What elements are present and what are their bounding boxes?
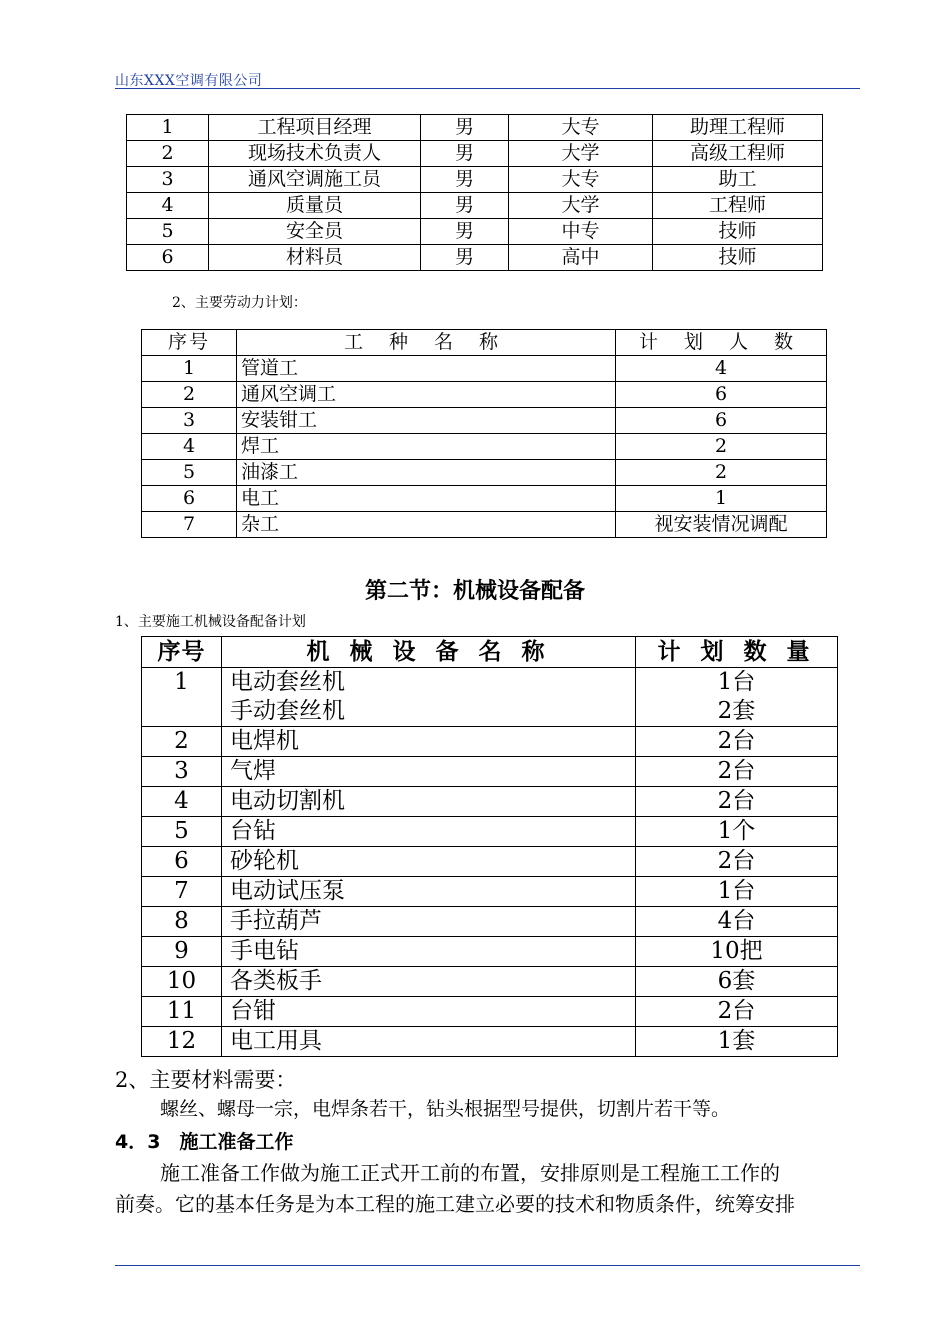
staff-role: 质量员 bbox=[209, 193, 421, 219]
staff-no: 1 bbox=[127, 115, 209, 141]
equip-qty: 1台 bbox=[636, 877, 838, 907]
equip-qty bbox=[636, 668, 838, 727]
equip-no: 10 bbox=[142, 967, 222, 997]
staff-title: 高级工程师 bbox=[653, 141, 823, 167]
table-row bbox=[127, 167, 823, 193]
labor-trade: 管道工 bbox=[237, 356, 616, 382]
equip-name: 电工用具 bbox=[222, 1027, 636, 1057]
table-row bbox=[142, 907, 838, 937]
staff-education: 大专 bbox=[509, 167, 653, 193]
table-row bbox=[142, 757, 838, 787]
table-row bbox=[127, 115, 823, 141]
table-row bbox=[142, 1027, 838, 1057]
equip-no: 3 bbox=[142, 757, 222, 787]
labor-no: 5 bbox=[142, 460, 237, 486]
table-row bbox=[142, 408, 827, 434]
table-row bbox=[142, 937, 838, 967]
equip-name: 手拉葫芦 bbox=[222, 907, 636, 937]
equip-no: 5 bbox=[142, 817, 222, 847]
labor-trade: 焊工 bbox=[237, 434, 616, 460]
staff-education: 大专 bbox=[509, 115, 653, 141]
equip-name: 手电钻 bbox=[222, 937, 636, 967]
equip-no: 9 bbox=[142, 937, 222, 967]
labor-count: 1 bbox=[616, 486, 827, 512]
labor-count: 2 bbox=[616, 434, 827, 460]
equip-no: 6 bbox=[142, 847, 222, 877]
equip-qty: 2台 bbox=[636, 997, 838, 1027]
equip-name: 电动切割机 bbox=[222, 787, 636, 817]
table-header-row bbox=[142, 637, 838, 668]
labor-no: 6 bbox=[142, 486, 237, 512]
equip-no: 12 bbox=[142, 1027, 222, 1057]
table-header-row bbox=[142, 330, 827, 356]
equip-name-line: 手动套丝机 bbox=[230, 698, 345, 724]
table-row bbox=[142, 967, 838, 997]
labor-table bbox=[141, 329, 827, 538]
equip-no: 7 bbox=[142, 877, 222, 907]
table-row bbox=[142, 817, 838, 847]
labor-no: 3 bbox=[142, 408, 237, 434]
staff-title: 技师 bbox=[653, 245, 823, 271]
equip-qty: 2台 bbox=[636, 787, 838, 817]
table-row bbox=[142, 787, 838, 817]
table-row bbox=[127, 245, 823, 271]
table-row bbox=[127, 219, 823, 245]
staff-no: 2 bbox=[127, 141, 209, 167]
staff-title: 助理工程师 bbox=[653, 115, 823, 141]
table-row bbox=[142, 512, 827, 538]
equip-qty: 10把 bbox=[636, 937, 838, 967]
equip-name: 砂轮机 bbox=[222, 847, 636, 877]
staff-gender: 男 bbox=[421, 141, 509, 167]
equip-no: 2 bbox=[142, 727, 222, 757]
equip-name: 台钻 bbox=[222, 817, 636, 847]
equip-no: 8 bbox=[142, 907, 222, 937]
staff-role: 材料员 bbox=[209, 245, 421, 271]
header-rule bbox=[115, 88, 860, 89]
header-company: 山东XXX空调有限公司 bbox=[115, 73, 263, 89]
materials-title: 2、主要材料需要： bbox=[115, 1068, 297, 1092]
equip-no bbox=[142, 668, 222, 727]
staff-no: 5 bbox=[127, 219, 209, 245]
staff-no: 4 bbox=[127, 193, 209, 219]
equip-name: 电动试压泵 bbox=[222, 877, 636, 907]
footer-rule bbox=[115, 1265, 860, 1266]
staff-gender: 男 bbox=[421, 115, 509, 141]
staff-education: 大学 bbox=[509, 193, 653, 219]
staff-education: 中专 bbox=[509, 219, 653, 245]
equip-name: 气焊 bbox=[222, 757, 636, 787]
staff-role: 安全员 bbox=[209, 219, 421, 245]
staff-title: 助工 bbox=[653, 167, 823, 193]
labor-no: 4 bbox=[142, 434, 237, 460]
prep-paragraph-line: 前奏。它的基本任务是为本工程的施工建立必要的技术和物质条件，统筹安排 bbox=[115, 1192, 795, 1216]
labor-trade: 杂工 bbox=[237, 512, 616, 538]
table-row bbox=[142, 460, 827, 486]
col-header-count: 计 划 人 数 bbox=[616, 330, 827, 356]
table-row bbox=[127, 141, 823, 167]
materials-text: 螺丝、螺母一宗，电焊条若干，钻头根据型号提供，切割片若干等。 bbox=[160, 1098, 731, 1120]
staff-gender: 男 bbox=[421, 193, 509, 219]
prep-paragraph-line: 施工准备工作做为施工正式开工前的布置，安排原则是工程施工工作的 bbox=[160, 1161, 780, 1185]
labor-count: 6 bbox=[616, 382, 827, 408]
equip-no: 11 bbox=[142, 997, 222, 1027]
equip-qty: 2台 bbox=[636, 757, 838, 787]
col-header-quantity: 计 划 数 量 bbox=[636, 637, 838, 668]
col-header-equipment: 机 械 设 备 名 称 bbox=[222, 637, 636, 668]
prep-heading: 4．3 施工准备工作 bbox=[115, 1131, 294, 1153]
labor-count: 2 bbox=[616, 460, 827, 486]
table-row bbox=[142, 877, 838, 907]
table-row bbox=[142, 486, 827, 512]
col-header-no: 序号 bbox=[142, 637, 222, 668]
equip-qty: 6套 bbox=[636, 967, 838, 997]
equip-name: 电焊机 bbox=[222, 727, 636, 757]
staff-no: 6 bbox=[127, 245, 209, 271]
staff-gender: 男 bbox=[421, 219, 509, 245]
table-row bbox=[142, 997, 838, 1027]
staff-title: 技师 bbox=[653, 219, 823, 245]
section-title: 第二节：机械设备配备 bbox=[364, 579, 585, 604]
labor-no: 2 bbox=[142, 382, 237, 408]
col-header-no: 序号 bbox=[142, 330, 237, 356]
table-row bbox=[142, 668, 838, 727]
labor-trade: 油漆工 bbox=[237, 460, 616, 486]
table-row bbox=[142, 356, 827, 382]
staff-education: 高中 bbox=[509, 245, 653, 271]
equip-qty-line: 2套 bbox=[717, 698, 756, 724]
equip-name: 各类板手 bbox=[222, 967, 636, 997]
labor-no: 7 bbox=[142, 512, 237, 538]
col-header-trade: 工 种 名 称 bbox=[237, 330, 616, 356]
labor-caption: 2、主要劳动力计划： bbox=[172, 295, 307, 311]
staff-gender: 男 bbox=[421, 167, 509, 193]
table-row bbox=[142, 727, 838, 757]
labor-count: 6 bbox=[616, 408, 827, 434]
equip-qty: 2台 bbox=[636, 847, 838, 877]
equip-name bbox=[222, 668, 636, 727]
table-row bbox=[142, 382, 827, 408]
staff-education: 大学 bbox=[509, 141, 653, 167]
equip-name-line: 电动套丝机 bbox=[230, 669, 345, 695]
labor-count: 4 bbox=[616, 356, 827, 382]
staff-role: 现场技术负责人 bbox=[209, 141, 421, 167]
staff-no: 3 bbox=[127, 167, 209, 193]
labor-trade: 通风空调工 bbox=[237, 382, 616, 408]
equip-qty-line: 1台 bbox=[717, 669, 756, 695]
staff-gender: 男 bbox=[421, 245, 509, 271]
staff-role: 工程项目经理 bbox=[209, 115, 421, 141]
table-row bbox=[142, 434, 827, 460]
labor-trade: 电工 bbox=[237, 486, 616, 512]
equip-qty: 4台 bbox=[636, 907, 838, 937]
equip-no-text: 1 bbox=[174, 669, 189, 695]
staff-table bbox=[126, 114, 823, 271]
table-row bbox=[142, 847, 838, 877]
staff-role: 通风空调施工员 bbox=[209, 167, 421, 193]
table-row bbox=[127, 193, 823, 219]
equip-qty: 2台 bbox=[636, 727, 838, 757]
equip-name: 台钳 bbox=[222, 997, 636, 1027]
equip-qty: 1个 bbox=[636, 817, 838, 847]
equip-qty: 1套 bbox=[636, 1027, 838, 1057]
labor-count: 视安装情况调配 bbox=[616, 512, 827, 538]
labor-trade: 安装钳工 bbox=[237, 408, 616, 434]
labor-no: 1 bbox=[142, 356, 237, 382]
equip-no: 4 bbox=[142, 787, 222, 817]
equipment-caption: 1、主要施工机械设备配备计划 bbox=[115, 614, 306, 630]
equipment-table bbox=[141, 636, 838, 1057]
staff-title: 工程师 bbox=[653, 193, 823, 219]
